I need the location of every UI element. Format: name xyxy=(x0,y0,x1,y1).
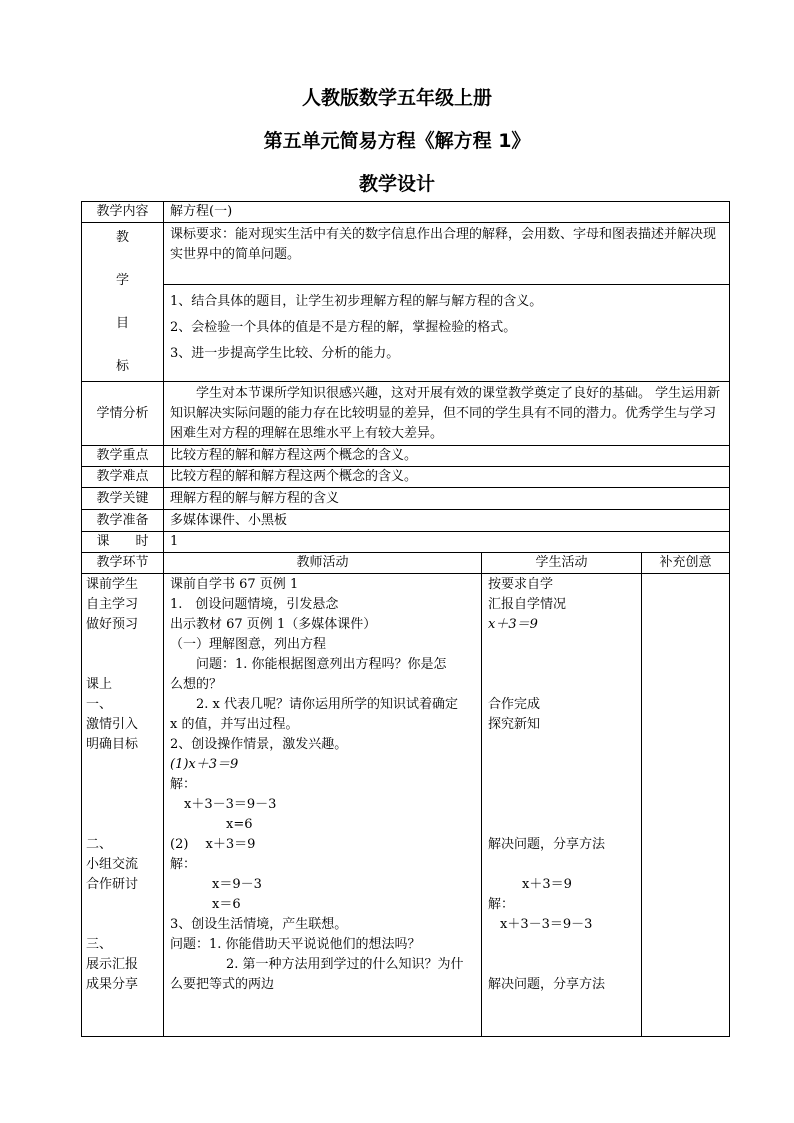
student-line: x＋3－3＝9－3 xyxy=(500,917,593,932)
student-line: 按要求自学 xyxy=(488,577,554,592)
stage-line: 课前学生 xyxy=(86,577,139,592)
content-label: 教学内容 xyxy=(82,202,164,223)
teacher-column xyxy=(164,574,482,1037)
key-value: 比较方程的解和解方程这两个概念的含义。 xyxy=(164,446,730,467)
stage-column xyxy=(82,574,164,1037)
stage-line: 成果分享 xyxy=(86,977,139,992)
teacher-line: x＝6 xyxy=(212,897,241,912)
stage-line: 明确目标 xyxy=(86,737,139,752)
process-body-row xyxy=(82,574,730,1037)
header-creative: 补充创意 xyxy=(642,553,730,574)
row-key xyxy=(82,446,730,467)
student-line: x＋3＝9 xyxy=(522,877,572,892)
teacher-line: 问题：1. 你能根据图意列出方程吗？你是怎 xyxy=(196,657,447,672)
analysis-text: 学生对本节课所学知识很感兴趣，这对开展有效的课堂教学奠定了良好的基础。 学生运用新知识解决实际问题的能力存在比较明显的差异，但不同的学生具有不同的潜力。优秀学生与学习困难生对方程的理解在思维水平上有较大差异。 xyxy=(164,382,730,446)
creative-column xyxy=(642,574,730,1037)
stage-line: 合作研讨 xyxy=(86,877,139,892)
student-line: 解决问题，分享方法 xyxy=(488,977,606,992)
prep-value: 多媒体课件、小黑板 xyxy=(164,510,730,532)
row-content xyxy=(82,202,730,223)
stage-line: 小组交流 xyxy=(86,857,139,872)
row-goal-items xyxy=(82,285,730,382)
hours-value: 1 xyxy=(164,532,730,553)
header-student: 学生活动 xyxy=(482,553,642,574)
doc-title-unit: 第五单元简易方程《解方程 1》 xyxy=(263,130,531,152)
prep-label: 教学准备 xyxy=(82,510,164,532)
teacher-line: 2、创设操作情景，激发兴趣。 xyxy=(170,737,348,752)
hours-label: 课 时 xyxy=(82,532,164,553)
row-crux xyxy=(82,488,730,510)
difficulty-label: 教学难点 xyxy=(82,467,164,488)
goal-char: 学 xyxy=(115,273,129,288)
stage-line: 三、 xyxy=(86,937,113,952)
student-line: 合作完成 xyxy=(488,697,541,712)
stage-line: 课上 xyxy=(86,677,113,692)
student-line: 探究新知 xyxy=(488,717,541,732)
process-header-row xyxy=(82,553,730,574)
stage-line: 一、 xyxy=(86,697,113,712)
goal-item: 3、进一步提高学生比较、分析的能力。 xyxy=(170,346,400,362)
goal-standard: 课标要求：能对现实生活中有关的数字信息作出合理的解释，会用数、字母和图表描述并解决现实世界中的简单问题。 xyxy=(164,223,730,285)
student-column xyxy=(482,574,642,1037)
crux-label: 教学关键 xyxy=(82,488,164,510)
goal-char: 标 xyxy=(115,359,129,374)
student-line: 解决问题，分享方法 xyxy=(488,837,606,852)
lesson-plan-table xyxy=(81,201,730,1037)
stage-line: 自主学习 xyxy=(86,597,139,612)
teacher-line: x=6 xyxy=(226,817,253,832)
row-analysis xyxy=(82,382,730,446)
teacher-line: x 的值，并写出过程。 xyxy=(170,717,299,732)
header-stage: 教学环节 xyxy=(82,553,164,574)
header-teacher: 教师活动 xyxy=(164,553,482,574)
teacher-line: 么想的？ xyxy=(170,677,223,692)
teacher-line: 么要把等式的两边 xyxy=(170,977,275,992)
teacher-line: (1)x＋3＝9 xyxy=(170,757,239,772)
row-hours xyxy=(82,532,730,553)
goal-item: 1、结合具体的题目，让学生初步理解方程的解与解方程的含义。 xyxy=(170,294,543,310)
teacher-line: 出示教材 67 页例 1（多媒体课件） xyxy=(170,617,377,632)
stage-line: 展示汇报 xyxy=(86,957,139,972)
teacher-line: 3、创设生活情境，产生联想。 xyxy=(170,917,348,932)
stage-line: 激情引入 xyxy=(86,717,139,732)
row-goal-standard xyxy=(82,223,730,285)
teacher-line: 解： xyxy=(170,857,197,872)
teacher-line: (2) x＋3＝9 xyxy=(170,837,256,852)
teacher-line: x＝9－3 xyxy=(212,877,262,892)
content-value: 解方程(一) xyxy=(164,202,730,223)
row-difficulty xyxy=(82,467,730,488)
doc-title-series: 人教版数学五年级上册 xyxy=(301,87,492,109)
teacher-line: 课前自学书 67 页例 1 xyxy=(170,577,299,592)
goal-char: 教 xyxy=(115,230,129,245)
doc-title-type: 教学设计 xyxy=(358,173,435,195)
stage-line: 二、 xyxy=(86,837,113,852)
teacher-line: 解： xyxy=(170,777,197,792)
teacher-line: x＋3－3＝9－3 xyxy=(184,797,277,812)
goal-label xyxy=(82,223,164,382)
student-line: 汇报自学情况 xyxy=(488,597,567,612)
student-line: x＋3＝9 xyxy=(488,617,538,632)
teacher-line: 2. x 代表几呢？请你运用所学的知识试着确定 xyxy=(196,697,458,712)
difficulty-value: 比较方程的解和解方程这两个概念的含义。 xyxy=(164,467,730,488)
stage-line: 做好预习 xyxy=(86,617,139,632)
goal-char: 目 xyxy=(115,316,129,331)
row-prep xyxy=(82,510,730,532)
teacher-line: （一）理解图意，列出方程 xyxy=(170,637,327,652)
goal-item: 2、会检验一个具体的值是不是方程的解，掌握检验的格式。 xyxy=(170,320,517,336)
teacher-line: 1. 创设问题情境，引发悬念 xyxy=(170,597,339,612)
teacher-line: 2. 第一种方法用到学过的什么知识？为什 xyxy=(226,957,464,972)
goal-items xyxy=(164,285,730,382)
crux-value: 理解方程的解与解方程的含义 xyxy=(164,488,730,510)
student-line: 解： xyxy=(488,897,515,912)
teacher-line: 问题：1. 你能借助天平说说他们的想法吗？ xyxy=(170,937,421,952)
analysis-label: 学情分析 xyxy=(82,382,164,446)
key-label: 教学重点 xyxy=(82,446,164,467)
